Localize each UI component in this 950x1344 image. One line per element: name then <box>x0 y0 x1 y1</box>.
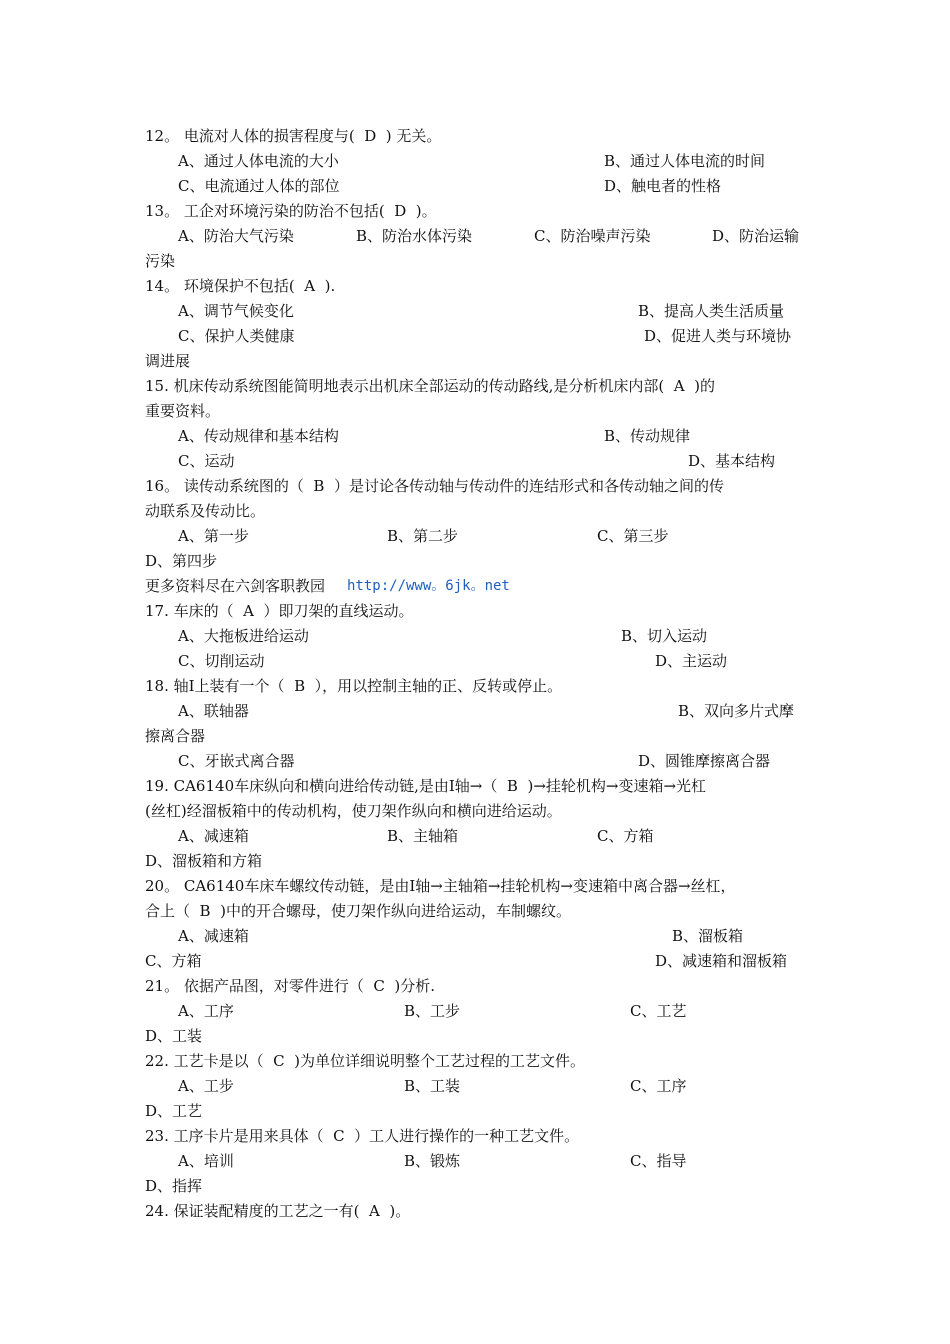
question-line <box>0 974 950 999</box>
option-d: D、工艺 <box>145 1102 203 1120</box>
option-line <box>0 1024 950 1049</box>
option-line <box>0 699 950 724</box>
option-line <box>0 299 950 324</box>
option-d: D、触电者的性格 <box>604 177 722 195</box>
option-a: A、培训 <box>178 1152 234 1170</box>
option-d: D、工装 <box>145 1027 203 1045</box>
question-text: 12。 电流对人体的损害程度与( D ) 无关。 <box>145 127 442 145</box>
question-line <box>0 1199 950 1224</box>
option-d: D、第四步 <box>145 552 218 570</box>
continuation-text: 合上（ B )中的开合螺母，使刀架作纵向进给运动，车制螺纹。 <box>145 902 571 920</box>
question-text: 23. 工序卡片是用来具体（ C ）工人进行操作的一种工艺文件。 <box>145 1127 580 1145</box>
option-d: D、指挥 <box>145 1177 203 1195</box>
promo-text: 更多资料尽在六剑客职教园 <box>145 577 326 595</box>
option-line <box>0 824 950 849</box>
question-line <box>0 599 950 624</box>
option-line <box>0 999 950 1024</box>
option-b: B、溜板箱 <box>672 927 744 945</box>
option-line <box>0 549 950 574</box>
option-line <box>0 174 950 199</box>
continuation-line <box>0 249 950 274</box>
option-line <box>0 324 950 349</box>
question-text: 13。 工企对环境污染的防治不包括( D )。 <box>145 202 437 220</box>
option-d: D、圆锥摩擦离合器 <box>638 752 771 770</box>
option-line <box>0 749 950 774</box>
question-text: 18. 轴Ⅰ上装有一个（ B ），用以控制主轴的正、反转或停止。 <box>145 677 563 695</box>
question-text: 24. 保证装配精度的工艺之一有( A )。 <box>145 1202 411 1220</box>
option-c: C、第三步 <box>597 527 669 545</box>
option-d: D、基本结构 <box>688 452 776 470</box>
question-line <box>0 774 950 799</box>
option-c: C、保护人类健康 <box>178 327 295 345</box>
option-line <box>0 1174 950 1199</box>
option-b: B、工装 <box>404 1077 461 1095</box>
option-c: C、运动 <box>178 452 235 470</box>
continuation-text: 重要资料。 <box>145 402 221 420</box>
option-c: C、指导 <box>630 1152 687 1170</box>
option-d: D、溜板箱和方箱 <box>145 852 263 870</box>
option-line <box>0 949 950 974</box>
question-line <box>0 124 950 149</box>
option-line <box>0 449 950 474</box>
option-c: C、工艺 <box>630 1002 687 1020</box>
question-line <box>0 374 950 399</box>
option-a: A、防治大气污染 <box>178 227 294 245</box>
question-text: 19. CA6140车床纵向和横向进给传动链,是由Ⅰ轴→（ B )→挂轮机构→变速箱→光杠 <box>145 777 707 795</box>
question-text: 15. 机床传动系统图能简明地表示出机床全部运动的传动路线,是分析机床内部( A )的 <box>145 377 716 395</box>
continuation-line <box>0 499 950 524</box>
option-c: C、方箱 <box>145 952 202 970</box>
continuation-line <box>0 724 950 749</box>
promo-link[interactable]: http://www。6jk。net <box>347 578 510 594</box>
option-line <box>0 924 950 949</box>
promo-line <box>0 574 950 599</box>
option-b: B、工步 <box>404 1002 461 1020</box>
option-line <box>0 849 950 874</box>
option-c: C、切削运动 <box>178 652 265 670</box>
option-a: A、减速箱 <box>178 927 249 945</box>
option-a: A、第一步 <box>178 527 249 545</box>
question-line <box>0 199 950 224</box>
question-line <box>0 874 950 899</box>
question-line <box>0 674 950 699</box>
option-d: D、防治运输 <box>712 227 800 245</box>
option-line <box>0 524 950 549</box>
question-line <box>0 1124 950 1149</box>
option-a: A、调节气候变化 <box>178 302 294 320</box>
option-line <box>0 649 950 674</box>
continuation-line <box>0 799 950 824</box>
option-a: A、通过人体电流的大小 <box>178 152 339 170</box>
option-b: B、主轴箱 <box>387 827 459 845</box>
question-text: 17. 车床的（ A ）即刀架的直线运动。 <box>145 602 414 620</box>
option-line <box>0 224 950 249</box>
option-line <box>0 424 950 449</box>
option-c: C、防治噪声污染 <box>534 227 651 245</box>
question-text: 20。 CA6140车床车螺纹传动链，是由Ⅰ轴→主轴箱→挂轮机构→变速箱中离合器→丝杠， <box>145 877 736 895</box>
continuation-line <box>0 399 950 424</box>
option-line <box>0 149 950 174</box>
option-a: A、减速箱 <box>178 827 249 845</box>
continuation-text: (丝杠)经溜板箱中的传动机构，使刀架作纵向和横向进给运动。 <box>145 802 562 820</box>
option-d: D、减速箱和溜板箱 <box>655 952 788 970</box>
question-text: 22. 工艺卡是以（ C )为单位详细说明整个工艺过程的工艺文件。 <box>145 1052 586 1070</box>
option-a: A、工步 <box>178 1077 234 1095</box>
option-d: D、促进人类与环境协 <box>644 327 792 345</box>
question-line <box>0 274 950 299</box>
option-a: A、联轴器 <box>178 702 249 720</box>
question-text: 16。 读传动系统图的（ B ）是讨论各传动轴与传动件的连结形式和各传动轴之间的传 <box>145 477 724 495</box>
question-text: 21。 依据产品图，对零件进行（ C )分析. <box>145 977 436 995</box>
option-b: B、锻炼 <box>404 1152 461 1170</box>
continuation-text: 污染 <box>145 252 176 270</box>
question-line <box>0 474 950 499</box>
option-line <box>0 1074 950 1099</box>
option-line <box>0 1149 950 1174</box>
question-line <box>0 1049 950 1074</box>
continuation-text: 擦离合器 <box>145 727 206 745</box>
option-b: B、第二步 <box>387 527 459 545</box>
option-b: B、双向多片式摩 <box>678 702 795 720</box>
option-b: B、防治水体污染 <box>356 227 473 245</box>
option-b: B、传动规律 <box>604 427 691 445</box>
option-a: A、大拖板进给运动 <box>178 627 309 645</box>
option-line <box>0 624 950 649</box>
option-b: B、通过人体电流的时间 <box>604 152 766 170</box>
option-c: C、工序 <box>630 1077 687 1095</box>
option-c: C、牙嵌式离合器 <box>178 752 295 770</box>
option-line <box>0 1099 950 1124</box>
continuation-line <box>0 349 950 374</box>
question-text: 14。 环境保护不包括( A ). <box>145 277 336 295</box>
continuation-text: 动联系及传动比。 <box>145 502 266 520</box>
option-c: C、电流通过人体的部位 <box>178 177 340 195</box>
option-d: D、主运动 <box>655 652 728 670</box>
option-a: A、传动规律和基本结构 <box>178 427 339 445</box>
option-c: C、方箱 <box>597 827 654 845</box>
option-b: B、提高人类生活质量 <box>638 302 785 320</box>
option-b: B、切入运动 <box>621 627 708 645</box>
continuation-line <box>0 899 950 924</box>
continuation-text: 调进展 <box>145 352 191 370</box>
option-a: A、工序 <box>178 1002 234 1020</box>
